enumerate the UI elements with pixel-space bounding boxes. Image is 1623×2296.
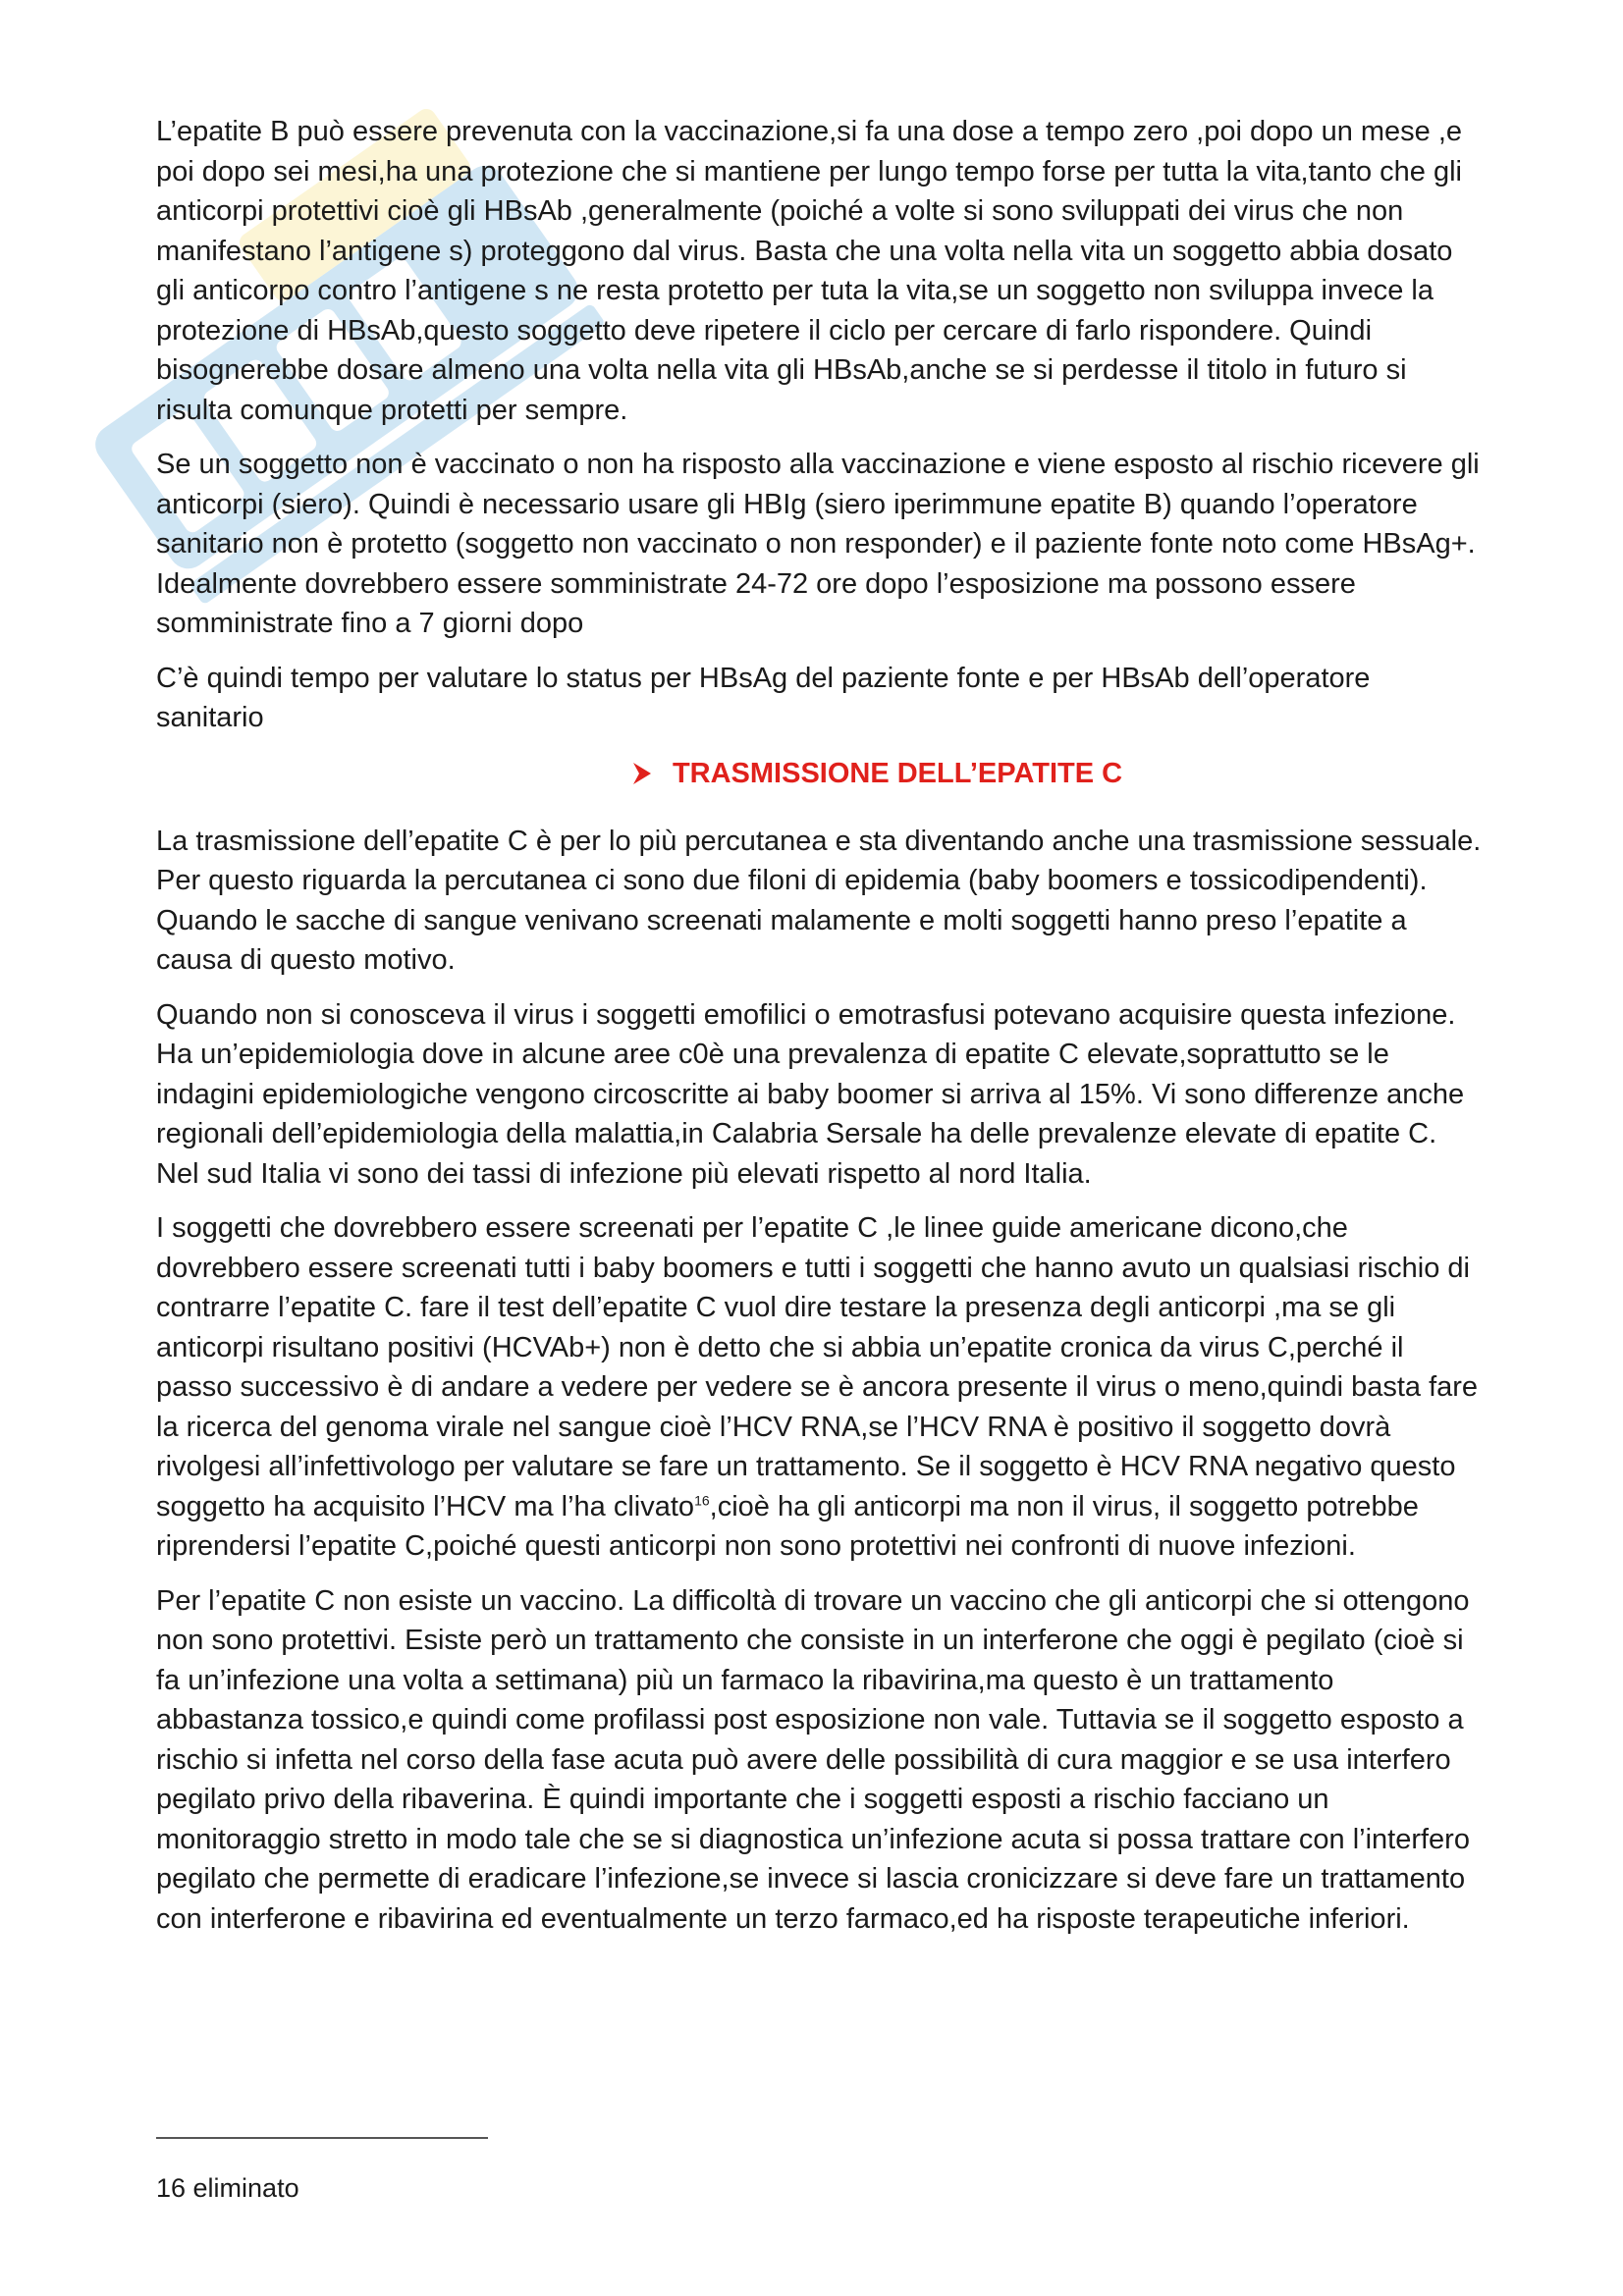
section-heading — [156, 754, 1482, 793]
paragraph-hcv-screening — [156, 1208, 1482, 1567]
paragraph-hbig: Se un soggetto non è vaccinato o non ha risposto alla vaccinazione e viene esposto al rischio ricevere gli anticorpi (siero). Quindi è necessario usare gli HBIg (siero iperimmune epatite B) quando l’operatore sanitario non è protetto (soggetto non vaccinato o non responder) e il paziente fonte noto come HBsAg+. Idealmente dovrebbero essere somministrate 24-72 ore dopo l’esposizione ma possono essere somministrate fino a 7 giorni dopo — [156, 449, 1480, 639]
paragraph-hcv-screening-text: I soggetti che dovrebbero essere screenati per l’epatite C ,le linee guide americane dicono,che dovrebbero essere screenati tutti i baby boomers e tutti i soggetti che hanno avuto un qualsiasi rischio di contrarre l’epatite C. fare il test dell’epatite C vuol dire testare la presenza degli anticorpi ,ma se gli anticorpi risultano positivi (HCVAb+) non è detto che si abbia un’epatite cronica da virus C,perché il passo successivo è di andare a vedere per vedere se è ancora presente il virus o meno,quindi basta fare la ricerca del genoma virale nel sangue cioè l’HCV RNA,se l’HCV RNA è positivo il soggetto dovrà rivolgesi all’infettivologo per valutare se fare un trattamento. Se il soggetto è HCV RNA negativo questo soggetto ha acquisito l’HCV ma l’ha clivato — [156, 1212, 1479, 1522]
paragraph-hbsag-status: C’è quindi tempo per valutare lo status per HBsAg del paziente fonte e per HBsAb dell’operatore sanitario — [156, 662, 1371, 733]
paragraph-hbv-vaccination: L’epatite B può essere prevenuta con la vaccinazione,si fa una dose a tempo zero ,poi dopo un mese ,e poi dopo sei mesi,ha una protezione che si mantiene per lungo tempo forse per tutta la vita,tanto che gli anticorpi protettivi cioè gli HBsAb ,generalmente (poiché a volte si sono sviluppati dei virus che non manifestano l’antigene s) proteggono dal virus. Basta che una volta nella vita un soggetto abbia dosato gli anticorpo contro l’antigene s ne resta protetto per tuta la vita,se un soggetto non sviluppa invece la protezione di HBsAb,questo soggetto deve ripetere il ciclo per cercare di farlo rispondere. Quindi bisognerebbe dosare almeno una volta nella vita gli HBsAb,anche se si perdesse il titolo in futuro si risulta comunque protetti per sempre. — [156, 116, 1463, 426]
paragraph-hcv-epidemiology: Quando non si conosceva il virus i soggetti emofilici o emotrasfusi potevano acquisire questa infezione. Ha un’epidemiologia dove in alcune aree c0è una prevalenza di epatite C elevate,soprattutto se le indagini epidemiologiche vengono circoscritte ai baby boomer si arriva al 15%. Vi sono differenze anche regionali dell’epidemiologia della malattia,in Calabria Sersale ha delle prevalenze elevate di epatite C. Nel sud Italia vi sono dei tassi di infezione più elevati rispetto al nord Italia. — [156, 998, 1465, 1190]
document-page — [156, 112, 1482, 1953]
paragraph-hcv-transmission: La trasmissione dell’epatite C è per lo più percutanea e sta diventando anche una trasmissione sessuale. Per questo riguarda la percutanea ci sono due filoni di epidemia (baby boomers e tossicodipendenti). Quando le sacche di sangue venivano screenati malamente e molti soggetti hanno preso l’epatite a causa di questo motivo. — [156, 825, 1482, 976]
arrow-bullet-icon — [633, 763, 651, 784]
paragraph-hcv-vaccine: Per l’epatite C non esiste un vaccino. La difficoltà di trovare un vaccino che gli anticorpi che si ottengono non sono protettivi. Esiste però un trattamento che consiste in un interferone che oggi è pegilato (cioè si fa un’infezione una volta a settimana) più un farmaco la ribavirina,ma questo è un trattamento abbastanza tossico,e quindi come profilassi post esposizione non vale. Tuttavia se il soggetto esposto a rischio si infetta nel corso della fase acuta può avere delle possibilità di cura maggior e se usa interfero pegilato privo della ribaverina. È quindi importante che i soggetti esposti a rischio facciano un monitoraggio stretto in modo tale che se si diagnostica un’infezione acuta si possa trattare con l’interfero pegilato che permette di eradicare l’infezione,se invece si lascia cronicizzare si deve fare un trattamento con interferone e ribavirina ed eventualmente un terzo farmaco,ed ha risposte terapeutiche inferiori. — [156, 1584, 1470, 1935]
section-heading-text: TRASMISSIONE DELL’EPATITE C — [672, 757, 1123, 789]
footnote-divider — [156, 2137, 488, 2139]
footnote: 16 eliminato — [156, 2173, 299, 2203]
paragraph-hcv-screening-text-end: ,cioè ha gli anticorpi ma non il virus, il soggetto potrebbe riprendersi l’epatite C,poiché questi anticorpi non sono protettivi nei confronti di nuove infezioni. — [156, 1490, 1419, 1562]
footnote-reference[interactable]: 16 — [694, 1491, 710, 1508]
